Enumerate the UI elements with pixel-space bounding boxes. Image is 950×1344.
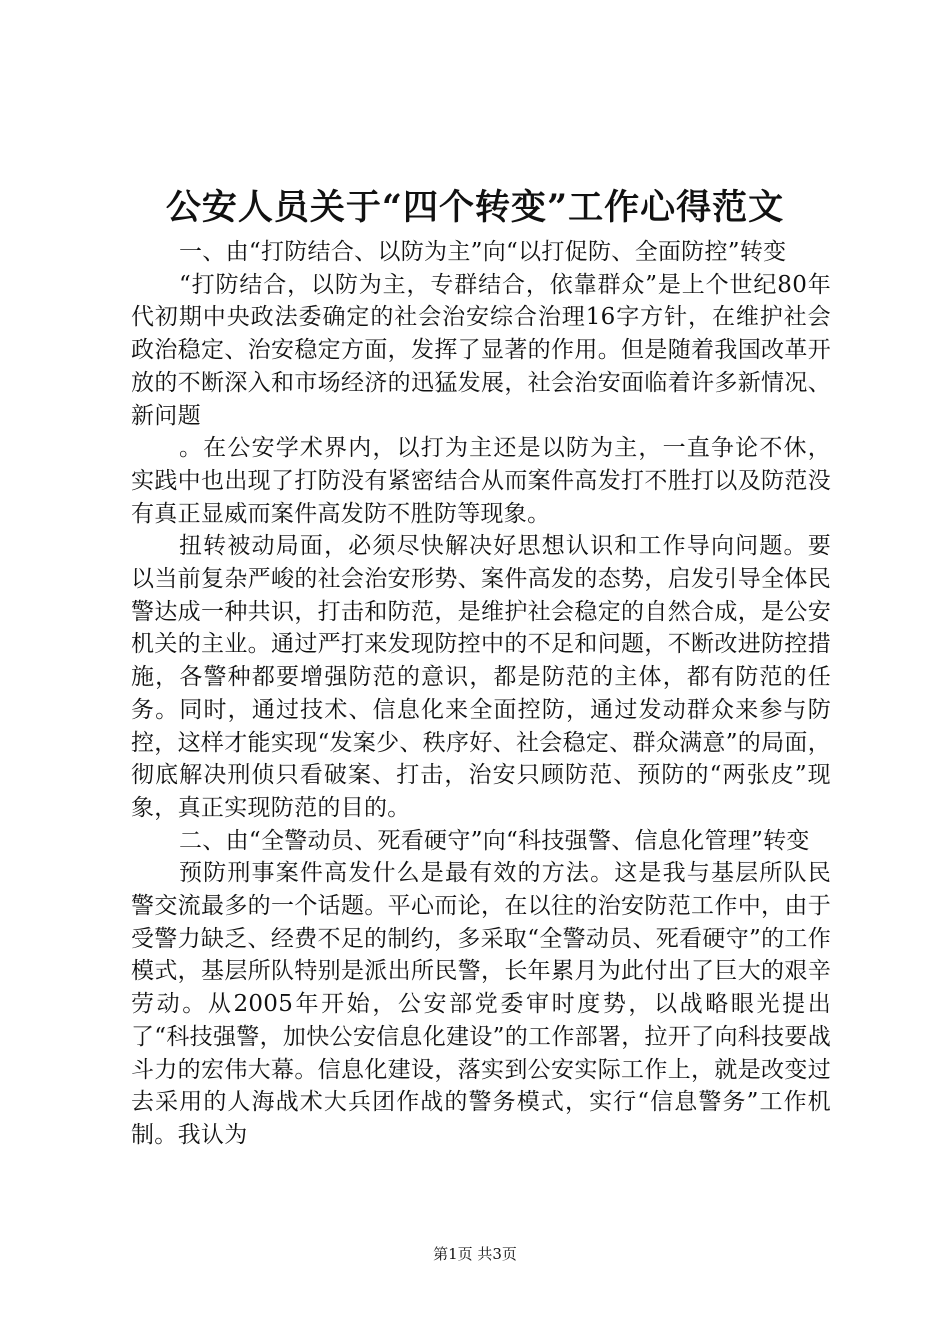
section-heading-1: 一、由“打防结合、以防为主”向“以打促防、全面防控”转变 bbox=[179, 239, 787, 265]
section-heading-2: 二、由“全警动员、死看硬守”向“科技强警、信息化管理”转变 bbox=[179, 827, 810, 854]
body-paragraph: 。在公安学术界内，以打为主还是以防为主，一直争论不休，实践中也出现了打防没有紧密结合从而案件高发打不胜打以及防范没有真正显威而案件高发防不胜防等现象。 bbox=[131, 435, 831, 527]
document-title: 公安人员关于“四个转变”工作心得范文 bbox=[165, 187, 785, 228]
page-number-footer: 第1页 共3页 bbox=[433, 1245, 517, 1263]
document-body bbox=[131, 236, 831, 1152]
body-paragraph: 预防刑事案件高发什么是最有效的方法。这是我与基层所队民警交流最多的一个话题。平心而论，在以往的治安防范工作中，由于受警力缺乏、经费不足的制约，多采取“全警动员、死看硬守”的工作模式，基层所队特别是派出所民警，长年累月为此付出了巨大的艰辛劳动。从2005年开始，公安部党委审时度势，以战略眼光提出了“科技强警，加快公安信息化建设”的工作部署，拉开了向科技要战斗力的宏伟大幕。信息化建设，落实到公安实际工作上，就是改变过去采用的人海战术大兵团作战的警务模式，实行“信息警务”工作机制。我认为 bbox=[131, 860, 831, 1148]
body-paragraph: “打防结合，以防为主，专群结合，依靠群众”是上个世纪80年代初期中央政法委确定的社会治安综合治理16字方针，在维护社会政治稳定、治安稳定方面，发挥了显著的作用。但是随着我国改革开放的不断深入和市场经济的迅猛发展，社会治安面临着许多新情况、新问题 bbox=[131, 271, 831, 429]
body-paragraph: 扭转被动局面，必须尽快解决好思想认识和工作导向问题。要以当前复杂严峻的社会治安形势、案件高发的态势，启发引导全体民警达成一种共识，打击和防范，是维护社会稳定的自然合成，是公安机关的主业。通过严打来发现防控中的不足和问题，不断改进防控措施，各警种都要增强防范的意识，都是防范的主体，都有防范的任务。同时，通过技术、信息化来全面控防，通过发动群众来参与防控，这样才能实现“发案少、秩序好、社会稳定、群众满意”的局面，彻底解决刑侦只看破案、打击，治安只顾防范、预防的“两张皮”现象，真正实现防范的目的。 bbox=[131, 533, 831, 821]
